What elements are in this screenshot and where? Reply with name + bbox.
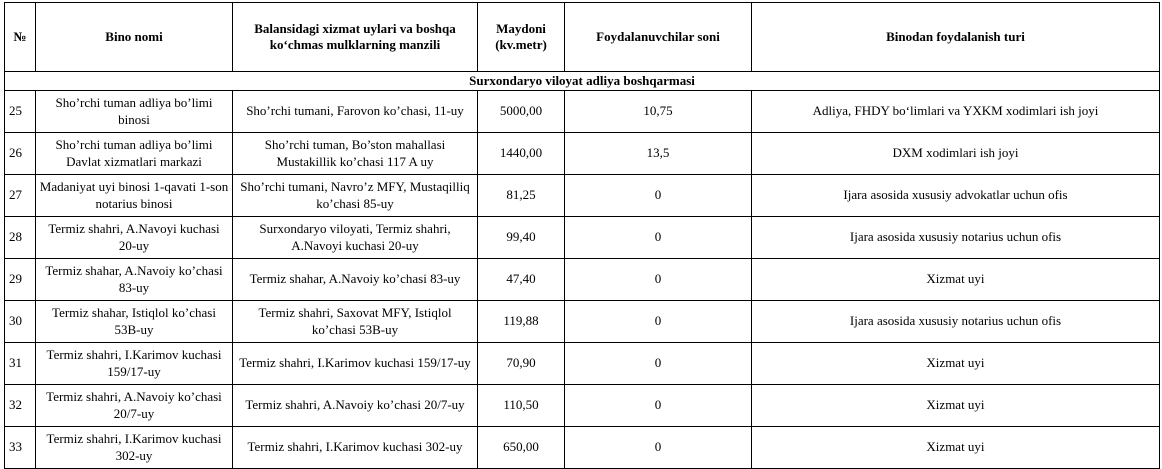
cell-num: 25: [5, 91, 36, 133]
header-address: Balansidagi xizmat uylari va boshqa ko‘chmas mulklarning manzili: [233, 3, 478, 72]
cell-num: 26: [5, 133, 36, 175]
region-row: [5, 72, 1160, 91]
cell-area: 99,40: [478, 217, 565, 259]
header-num: №: [5, 3, 36, 72]
header-name: Bino nomi: [36, 3, 233, 72]
cell-address: Termiz shahri, I.Karimov kuchasi 159/17-uy: [233, 343, 478, 385]
cell-usage: Ijara asosida xususiy notarius uchun ofis: [752, 301, 1160, 343]
cell-name: Termiz shahri, A.Navoyi kuchasi 20-uy: [36, 217, 233, 259]
cell-name: Sho’rchi tuman adliya bo’limi Davlat xizmatlari markazi: [36, 133, 233, 175]
table-row: [5, 301, 1160, 343]
cell-users: 0: [565, 385, 752, 427]
cell-address: Sho’rchi tuman, Bo’ston mahallasi Mustakillik ko’chasi 117 A uy: [233, 133, 478, 175]
cell-usage: Ijara asosida xususiy advokatlar uchun ofis: [752, 175, 1160, 217]
cell-area: 110,50: [478, 385, 565, 427]
cell-users: 0: [565, 427, 752, 469]
cell-name: Termiz shahri, A.Navoiy ko’chasi 20/7-uy: [36, 385, 233, 427]
cell-address: Sho’rchi tumani, Navro’z MFY, Mustaqilliq ko’chasi 85-uy: [233, 175, 478, 217]
cell-users: 0: [565, 175, 752, 217]
cell-name: Madaniyat uyi binosi 1-qavati 1-son notarius binosi: [36, 175, 233, 217]
cell-users: 0: [565, 301, 752, 343]
header-usage: Binodan foydalanish turi: [752, 3, 1160, 72]
cell-num: 27: [5, 175, 36, 217]
cell-usage: Adliya, FHDY bo‘limlari va YXKM xodimlari ish joyi: [752, 91, 1160, 133]
cell-usage: DXM xodimlari ish joyi: [752, 133, 1160, 175]
cell-usage: Xizmat uyi: [752, 385, 1160, 427]
cell-users: 0: [565, 217, 752, 259]
cell-num: 30: [5, 301, 36, 343]
cell-area: 47,40: [478, 259, 565, 301]
cell-address: Surxondaryo viloyati, Termiz shahri, A.Navoyi kuchasi 20-uy: [233, 217, 478, 259]
cell-users: 10,75: [565, 91, 752, 133]
cell-area: 650,00: [478, 427, 565, 469]
table-row: [5, 259, 1160, 301]
table-row: [5, 385, 1160, 427]
table-row: [5, 175, 1160, 217]
cell-area: 1440,00: [478, 133, 565, 175]
table-row: [5, 133, 1160, 175]
header-users: Foydalanuvchilar soni: [565, 3, 752, 72]
cell-num: 33: [5, 427, 36, 469]
cell-address: Termiz shahri, Saxovat MFY, Istiqlol ko’chasi 53B-uy: [233, 301, 478, 343]
cell-address: Termiz shahri, I.Karimov kuchasi 302-uy: [233, 427, 478, 469]
table-row: [5, 343, 1160, 385]
cell-name: Termiz shahri, I.Karimov kuchasi 302-uy: [36, 427, 233, 469]
cell-name: Termiz shahar, Istiqlol ko’chasi 53B-uy: [36, 301, 233, 343]
cell-num: 32: [5, 385, 36, 427]
table-row: [5, 217, 1160, 259]
cell-usage: Xizmat uyi: [752, 259, 1160, 301]
cell-usage: Ijara asosida xususiy notarius uchun ofis: [752, 217, 1160, 259]
cell-usage: Xizmat uyi: [752, 427, 1160, 469]
cell-users: 0: [565, 259, 752, 301]
property-table: [4, 2, 1160, 469]
cell-users: 13,5: [565, 133, 752, 175]
header-area: Maydoni (kv.metr): [478, 3, 565, 72]
cell-area: 119,88: [478, 301, 565, 343]
cell-num: 31: [5, 343, 36, 385]
cell-area: 5000,00: [478, 91, 565, 133]
cell-address: Termiz shahri, A.Navoiy ko’chasi 20/7-uy: [233, 385, 478, 427]
cell-num: 28: [5, 217, 36, 259]
header-row: [5, 3, 1160, 72]
cell-address: Sho’rchi tumani, Farovon ko’chasi, 11-uy: [233, 91, 478, 133]
cell-name: Termiz shahri, I.Karimov kuchasi 159/17-uy: [36, 343, 233, 385]
table-row: [5, 427, 1160, 469]
cell-name: Termiz shahar, A.Navoiy ko’chasi 83-uy: [36, 259, 233, 301]
cell-address: Termiz shahar, A.Navoiy ko’chasi 83-uy: [233, 259, 478, 301]
cell-area: 81,25: [478, 175, 565, 217]
cell-name: Sho’rchi tuman adliya bo’limi binosi: [36, 91, 233, 133]
cell-area: 70,90: [478, 343, 565, 385]
cell-users: 0: [565, 343, 752, 385]
region-title: Surxondaryo viloyat adliya boshqarmasi: [5, 72, 1160, 91]
table-row: [5, 91, 1160, 133]
cell-usage: Xizmat uyi: [752, 343, 1160, 385]
cell-num: 29: [5, 259, 36, 301]
